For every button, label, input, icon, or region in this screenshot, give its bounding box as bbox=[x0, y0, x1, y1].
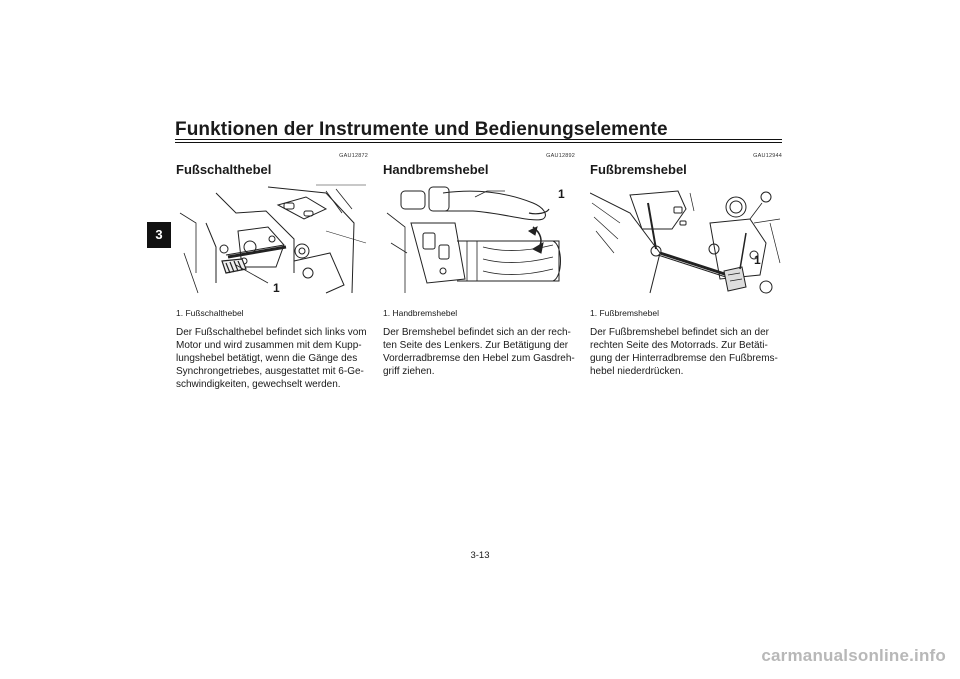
section-code: GAU12944 bbox=[753, 153, 782, 159]
shift-pedal-illustration bbox=[176, 183, 368, 301]
foot-brake-illustration bbox=[590, 183, 782, 301]
figure-caption: 1. Fußschalthebel bbox=[176, 308, 244, 318]
figure-caption: 1. Fußbremshebel bbox=[590, 308, 659, 318]
body-line: lungshebel betätigt, wenn die Gänge des bbox=[176, 353, 358, 364]
watermark: carmanualsonline.info bbox=[761, 646, 946, 665]
body-line: hebel niederdrücken. bbox=[590, 366, 684, 377]
body-line: Synchrongetriebes, ausgestattet mit 6-Ge- bbox=[176, 366, 364, 377]
hand-brake-illustration bbox=[383, 183, 575, 301]
body-line: schwindigkeiten, gewechselt werden. bbox=[176, 379, 341, 390]
section-hand-brake-lever bbox=[383, 153, 575, 378]
body-line: Der Bremshebel befindet sich an der rech- bbox=[383, 327, 571, 338]
page-title: Funktionen der Instrumente und Bedienungselemente bbox=[175, 119, 668, 140]
figure-callout: 1 bbox=[558, 187, 565, 201]
body-line: griff ziehen. bbox=[383, 366, 435, 377]
chapter-tab: 3 bbox=[147, 222, 171, 248]
page-number: 3-13 bbox=[470, 550, 490, 561]
section-heading: Fußbremshebel bbox=[590, 162, 687, 177]
section-shift-pedal bbox=[176, 153, 368, 391]
section-body bbox=[176, 326, 368, 391]
body-line: Der Fußbremshebel befindet sich an der bbox=[590, 327, 769, 338]
figure-callout: 1 bbox=[273, 281, 280, 295]
section-code: GAU12872 bbox=[339, 153, 368, 159]
body-line: Vorderradbremse den Hebel zum Gasdreh- bbox=[383, 353, 575, 364]
body-line: Der Fußschalthebel befindet sich links vom bbox=[176, 327, 367, 338]
figure-caption: 1. Handbremshebel bbox=[383, 308, 458, 318]
section-body bbox=[590, 326, 782, 378]
body-line: gung der Hinterradbremse den Fußbrems- bbox=[590, 353, 778, 364]
body-line: Motor und wird zusammen mit dem Kupp- bbox=[176, 340, 362, 351]
figure-callout: 1 bbox=[754, 253, 761, 267]
section-code: GAU12892 bbox=[546, 153, 575, 159]
section-heading: Fußschalthebel bbox=[176, 162, 272, 177]
section-foot-brake-lever bbox=[590, 153, 782, 378]
section-body bbox=[383, 326, 575, 378]
body-line: rechten Seite des Motorrads. Zur Betäti- bbox=[590, 340, 768, 351]
section-heading: Handbremshebel bbox=[383, 162, 489, 177]
body-line: ten Seite des Lenkers. Zur Betätigung der bbox=[383, 340, 569, 351]
title-rule-thin bbox=[175, 142, 782, 143]
title-rule bbox=[175, 139, 782, 140]
